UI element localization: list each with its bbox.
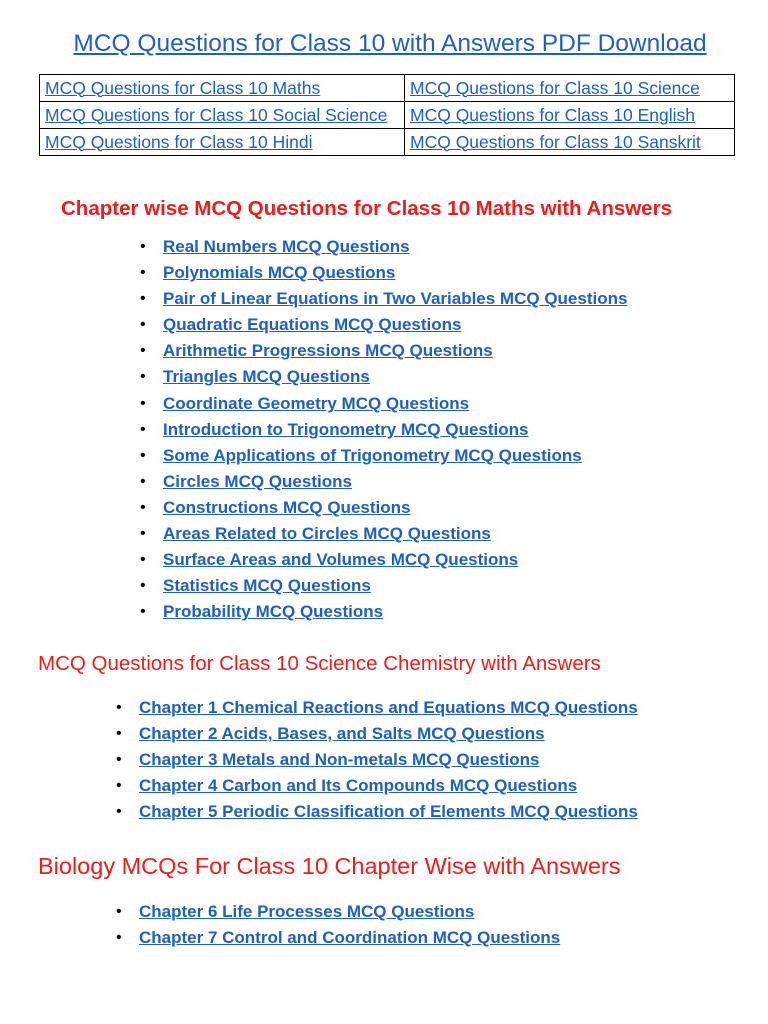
bullet-icon: • [140, 577, 146, 595]
table-cell [40, 129, 405, 156]
list-item [140, 339, 627, 365]
list-item [116, 722, 638, 748]
sanskrit-link[interactable]: MCQ Questions for Class 10 Sanskrit [410, 131, 701, 152]
list-item [140, 470, 627, 496]
chapter-link[interactable]: Chapter 2 Acids, Bases, and Salts MCQ Questions [139, 724, 545, 744]
chapter-link[interactable]: Chapter 4 Carbon and Its Compounds MCQ Questions [139, 776, 578, 796]
table-cell [40, 75, 405, 102]
chapter-link[interactable]: Surface Areas and Volumes MCQ Questions [163, 550, 519, 570]
bullet-icon: • [140, 472, 146, 490]
chapter-link[interactable]: Statistics MCQ Questions [163, 576, 371, 596]
biology-chapter-list [116, 900, 561, 952]
chapter-link[interactable]: Circles MCQ Questions [163, 471, 352, 491]
maths-chapter-list [140, 235, 628, 626]
chapter-link[interactable]: Quadratic Equations MCQ Questions [163, 315, 462, 335]
bullet-icon: • [140, 264, 146, 282]
table-cell [405, 102, 735, 129]
chapter-link[interactable]: Arithmetic Progressions MCQ Questions [163, 341, 493, 361]
table-row [40, 102, 735, 129]
list-item [140, 418, 627, 444]
chapter-link[interactable]: Polynomials MCQ Questions [163, 263, 396, 283]
bullet-icon: • [116, 725, 122, 743]
bullet-icon: • [140, 603, 146, 621]
english-link[interactable]: MCQ Questions for Class 10 English [410, 104, 695, 125]
bullet-icon: • [140, 368, 146, 386]
list-item [140, 365, 627, 391]
bullet-icon: • [140, 342, 146, 360]
chapter-link[interactable]: Real Numbers MCQ Questions [163, 237, 410, 256]
bullet-icon: • [140, 394, 146, 412]
chapter-link[interactable]: Introduction to Trigonometry MCQ Questions [163, 419, 529, 439]
list-item [140, 444, 627, 470]
table-row [40, 129, 735, 156]
bullet-icon: • [140, 525, 146, 543]
table-cell [40, 102, 405, 129]
bullet-icon: • [140, 498, 146, 516]
bullet-icon: • [140, 290, 146, 308]
biology-section-heading: Biology MCQs For Class 10 Chapter Wise with Answers [38, 853, 621, 879]
list-item [140, 313, 627, 339]
bullet-icon: • [116, 929, 122, 947]
chapter-link[interactable]: Pair of Linear Equations in Two Variables MCQ Questions [163, 289, 628, 309]
bullet-icon: • [140, 238, 146, 255]
list-item [140, 496, 627, 522]
chapter-link[interactable]: Coordinate Geometry MCQ Questions [163, 393, 470, 413]
chapter-link[interactable]: Chapter 7 Control and Coordination MCQ Questions [139, 928, 561, 948]
list-item [140, 574, 627, 600]
maths-link[interactable]: MCQ Questions for Class 10 Maths [45, 77, 321, 98]
chapter-link[interactable]: Triangles MCQ Questions [163, 367, 370, 387]
social-science-link[interactable]: MCQ Questions for Class 10 Social Science [45, 104, 388, 125]
chapter-link[interactable]: Areas Related to Circles MCQ Questions [163, 524, 491, 544]
list-item [140, 548, 627, 574]
table-row [40, 75, 735, 102]
chapter-link[interactable]: Chapter 5 Periodic Classification of Elements MCQ Questions [139, 802, 638, 822]
bullet-icon: • [116, 777, 122, 795]
chapter-link[interactable]: Constructions MCQ Questions [163, 497, 411, 517]
page-title [0, 27, 768, 61]
list-item [116, 696, 638, 722]
bullet-icon: • [140, 446, 146, 464]
chapter-link[interactable]: Chapter 6 Life Processes MCQ Questions [139, 902, 475, 921]
list-item [116, 774, 638, 800]
bullet-icon: • [116, 803, 122, 821]
list-item [116, 926, 561, 952]
chapter-link[interactable]: Chapter 1 Chemical Reactions and Equations MCQ Questions [139, 698, 638, 717]
list-item [140, 522, 627, 548]
list-item [140, 235, 627, 261]
hindi-link[interactable]: MCQ Questions for Class 10 Hindi [45, 131, 313, 152]
list-item [140, 392, 627, 418]
bullet-icon: • [140, 316, 146, 334]
bullet-icon: • [140, 420, 146, 438]
list-item [116, 748, 638, 774]
bullet-icon: • [116, 903, 122, 920]
table-cell [405, 75, 735, 102]
chemistry-chapter-list [116, 696, 638, 826]
list-item [116, 800, 638, 826]
page-title-link[interactable]: MCQ Questions for Class 10 with Answers PDF Download [73, 30, 707, 57]
chapter-link[interactable]: Chapter 3 Metals and Non-metals MCQ Questions [139, 750, 540, 770]
list-item [140, 600, 627, 626]
science-link[interactable]: MCQ Questions for Class 10 Science [410, 77, 700, 98]
chemistry-section-heading: MCQ Questions for Class 10 Science Chemistry with Answers [38, 652, 601, 675]
bullet-icon: • [116, 699, 122, 716]
bullet-icon: • [140, 551, 146, 569]
list-item [116, 900, 560, 926]
chapter-link[interactable]: Some Applications of Trigonometry MCQ Questions [163, 445, 582, 465]
chapter-link[interactable]: Probability MCQ Questions [163, 602, 384, 622]
list-item [140, 261, 627, 287]
subject-links-table [39, 74, 735, 156]
list-item [140, 287, 628, 313]
table-cell [405, 129, 735, 156]
bullet-icon: • [116, 751, 122, 769]
maths-section-heading: Chapter wise MCQ Questions for Class 10 Maths with Answers [61, 197, 672, 220]
